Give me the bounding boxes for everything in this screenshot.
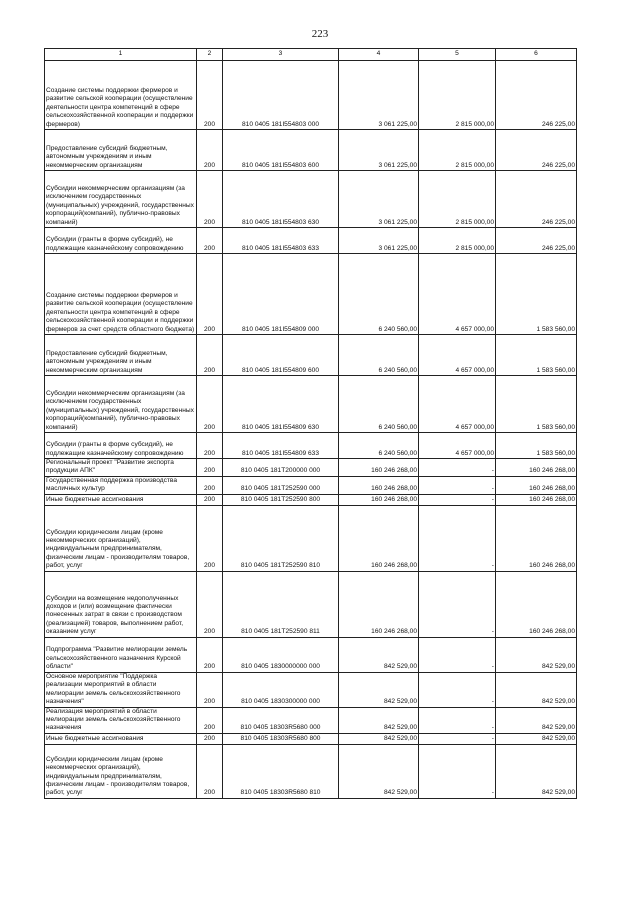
row-amount-total-cell: 6 240 560,00 [339, 254, 419, 335]
row-name-cell: Предоставление субсидий бюджетным, автономным учреждениям и иным некоммерческим организациям [45, 335, 197, 376]
row-amount-regional-cell: 160 246 268,00 [496, 459, 577, 477]
table-row [45, 672, 577, 707]
row-classification-code-cell: 810 0405 181I554809 633 [223, 433, 339, 459]
row-admin-code-cell: 200 [197, 505, 223, 571]
row-admin-code-cell: 200 [197, 637, 223, 672]
row-amount-total-cell: 160 246 268,00 [339, 571, 419, 637]
row-amount-regional-cell: 1 583 560,00 [496, 335, 577, 376]
row-amount-federal-cell: 4 657 000,00 [419, 376, 496, 433]
row-name-cell: Субсидии юридическим лицам (кроме некоммерческих организаций), индивидуальным предпринимателям, физическим лицам - производителям товаров, работ, услуг [45, 505, 197, 571]
row-classification-code-cell: 810 0405 18303R5680 000 [223, 707, 339, 733]
row-amount-total-cell: 3 061 225,00 [339, 130, 419, 171]
row-amount-total-cell: 160 246 268,00 [339, 494, 419, 505]
row-amount-federal-cell: - [419, 707, 496, 733]
table-body [45, 61, 577, 799]
row-name-cell: Иные бюджетные ассигнования [45, 494, 197, 505]
table-row [45, 335, 577, 376]
row-amount-federal-cell: 2 815 000,00 [419, 61, 496, 130]
row-classification-code-cell: 810 0405 181T200000 000 [223, 459, 339, 477]
row-admin-code-cell: 200 [197, 733, 223, 744]
row-amount-federal-cell: - [419, 744, 496, 798]
row-amount-regional-cell: 1 583 560,00 [496, 433, 577, 459]
page-number: 223 [311, 28, 329, 40]
table-row [45, 707, 577, 733]
row-classification-code-cell: 810 0405 181I554803 633 [223, 228, 339, 254]
row-amount-regional-cell: 160 246 268,00 [496, 476, 577, 494]
row-admin-code-cell: 200 [197, 61, 223, 130]
row-name-cell: Иные бюджетные ассигнования [45, 733, 197, 744]
row-amount-federal-cell: - [419, 637, 496, 672]
row-amount-total-cell: 3 061 225,00 [339, 228, 419, 254]
row-amount-regional-cell: 246 225,00 [496, 61, 577, 130]
row-amount-federal-cell: 4 657 000,00 [419, 335, 496, 376]
row-amount-total-cell: 842 529,00 [339, 733, 419, 744]
row-admin-code-cell: 200 [197, 171, 223, 228]
row-amount-federal-cell: 2 815 000,00 [419, 130, 496, 171]
row-name-cell: Субсидии (гранты в форме субсидий), не подлежащие казначейскому сопровождению [45, 228, 197, 254]
row-amount-federal-cell: - [419, 733, 496, 744]
table-row [45, 637, 577, 672]
row-amount-total-cell: 842 529,00 [339, 707, 419, 733]
row-classification-code-cell: 810 0405 18303R5680 810 [223, 744, 339, 798]
row-amount-total-cell: 842 529,00 [339, 672, 419, 707]
row-amount-regional-cell: 842 529,00 [496, 637, 577, 672]
table-row [45, 254, 577, 335]
row-amount-total-cell: 160 246 268,00 [339, 505, 419, 571]
row-amount-federal-cell: 4 657 000,00 [419, 433, 496, 459]
row-amount-total-cell: 6 240 560,00 [339, 433, 419, 459]
row-classification-code-cell: 810 0405 181I554803 600 [223, 130, 339, 171]
row-classification-code-cell: 810 0405 181I554809 630 [223, 376, 339, 433]
table-row [45, 459, 577, 477]
budget-table [44, 48, 577, 799]
row-amount-regional-cell: 246 225,00 [496, 171, 577, 228]
row-amount-regional-cell: 1 583 560,00 [496, 376, 577, 433]
table-row [45, 130, 577, 171]
row-amount-total-cell: 842 529,00 [339, 744, 419, 798]
row-amount-regional-cell: 246 225,00 [496, 130, 577, 171]
row-name-cell: Государственная поддержка производства масличных культур [45, 476, 197, 494]
row-amount-total-cell: 160 246 268,00 [339, 476, 419, 494]
row-admin-code-cell: 200 [197, 672, 223, 707]
row-classification-code-cell: 810 0405 181I554809 600 [223, 335, 339, 376]
row-classification-code-cell: 810 0405 1830000000 000 [223, 637, 339, 672]
row-classification-code-cell: 810 0405 181I554809 000 [223, 254, 339, 335]
row-classification-code-cell: 810 0405 181I554803 000 [223, 61, 339, 130]
row-admin-code-cell: 200 [197, 228, 223, 254]
table-row [45, 228, 577, 254]
row-amount-federal-cell: - [419, 505, 496, 571]
row-admin-code-cell: 200 [197, 376, 223, 433]
table-row [45, 744, 577, 798]
table-row [45, 171, 577, 228]
column-header: 3 [223, 49, 339, 61]
row-amount-total-cell: 3 061 225,00 [339, 61, 419, 130]
row-name-cell: Субсидии юридическим лицам (кроме некоммерческих организаций), индивидуальным предпринимателям, физическим лицам - производителям товаров, работ, услуг [45, 744, 197, 798]
row-admin-code-cell: 200 [197, 130, 223, 171]
column-header: 6 [496, 49, 577, 61]
row-amount-federal-cell: - [419, 672, 496, 707]
row-name-cell: Субсидии некоммерческим организациям (за исключением государственных (муниципальных) учреждений, государственных корпораций(компаний), публично-правовых компаний) [45, 171, 197, 228]
row-classification-code-cell: 810 0405 181T252590 810 [223, 505, 339, 571]
row-amount-regional-cell: 160 246 268,00 [496, 571, 577, 637]
table-row [45, 476, 577, 494]
row-amount-federal-cell: - [419, 476, 496, 494]
column-header: 1 [45, 49, 197, 61]
row-name-cell: Субсидии некоммерческим организациям (за исключением государственных (муниципальных) учреждений, государственных корпораций(компаний), публично-правовых компаний) [45, 376, 197, 433]
row-amount-total-cell: 6 240 560,00 [339, 335, 419, 376]
table-row [45, 733, 577, 744]
table-row [45, 61, 577, 130]
row-name-cell: Предоставление субсидий бюджетным, автономным учреждениям и иным некоммерческим организациям [45, 130, 197, 171]
row-classification-code-cell: 810 0405 18303R5680 800 [223, 733, 339, 744]
table-row [45, 494, 577, 505]
row-amount-total-cell: 6 240 560,00 [339, 376, 419, 433]
table-row [45, 571, 577, 637]
table-row [45, 505, 577, 571]
row-name-cell: Реализация мероприятий в области мелиорации земель сельскохозяйственного назначения [45, 707, 197, 733]
row-admin-code-cell: 200 [197, 744, 223, 798]
row-amount-federal-cell: 2 815 000,00 [419, 228, 496, 254]
row-name-cell: Создание системы поддержки фермеров и развитие сельской кооперации (осуществление деятельности центра компетенций в сфере сельскохозяйственной кооперации и поддержки фермеров) [45, 61, 197, 130]
row-amount-federal-cell: 4 657 000,00 [419, 254, 496, 335]
table-row [45, 376, 577, 433]
table-header-row [45, 49, 577, 61]
row-admin-code-cell: 200 [197, 335, 223, 376]
row-amount-regional-cell: 246 225,00 [496, 228, 577, 254]
column-header: 5 [419, 49, 496, 61]
row-name-cell: Подпрограмма "Развитие мелиорации земель сельскохозяйственного назначения Курской области" [45, 637, 197, 672]
row-amount-total-cell: 160 246 268,00 [339, 459, 419, 477]
row-amount-regional-cell: 160 246 268,00 [496, 505, 577, 571]
row-amount-total-cell: 842 529,00 [339, 637, 419, 672]
row-admin-code-cell: 200 [197, 571, 223, 637]
row-classification-code-cell: 810 0405 181T252590 811 [223, 571, 339, 637]
row-name-cell: Субсидии на возмещение недополученных доходов и (или) возмещение фактически понесенных затрат в связи с производством (реализацией) товаров, выполнением работ, оказанием услуг [45, 571, 197, 637]
row-amount-regional-cell: 842 529,00 [496, 733, 577, 744]
row-amount-total-cell: 3 061 225,00 [339, 171, 419, 228]
row-amount-federal-cell: - [419, 571, 496, 637]
row-admin-code-cell: 200 [197, 476, 223, 494]
row-classification-code-cell: 810 0405 181I554803 630 [223, 171, 339, 228]
row-admin-code-cell: 200 [197, 459, 223, 477]
row-admin-code-cell: 200 [197, 433, 223, 459]
row-admin-code-cell: 200 [197, 494, 223, 505]
row-amount-federal-cell: - [419, 494, 496, 505]
row-classification-code-cell: 810 0405 181T252590 800 [223, 494, 339, 505]
row-name-cell: Основное мероприятие "Поддержка реализации мероприятий в области мелиорации земель сельскохозяйственного назначения" [45, 672, 197, 707]
row-amount-federal-cell: - [419, 459, 496, 477]
row-amount-regional-cell: 842 529,00 [496, 744, 577, 798]
column-header: 4 [339, 49, 419, 61]
row-admin-code-cell: 200 [197, 707, 223, 733]
row-name-cell: Субсидии (гранты в форме субсидий), не подлежащие казначейскому сопровождению [45, 433, 197, 459]
row-amount-regional-cell: 842 529,00 [496, 707, 577, 733]
row-amount-federal-cell: 2 815 000,00 [419, 171, 496, 228]
row-classification-code-cell: 810 0405 1830300000 000 [223, 672, 339, 707]
row-amount-regional-cell: 842 529,00 [496, 672, 577, 707]
table-row [45, 433, 577, 459]
row-name-cell: Региональный проект "Развитие экспорта продукции АПК" [45, 459, 197, 477]
row-name-cell: Создание системы поддержки фермеров и развитие сельской кооперации (осуществление деятельности центра компетенций в сфере сельскохозяйственной кооперации и поддержки фермеров за счет средств областного бюджета) [45, 254, 197, 335]
row-admin-code-cell: 200 [197, 254, 223, 335]
row-classification-code-cell: 810 0405 181T252590 000 [223, 476, 339, 494]
row-amount-regional-cell: 1 583 560,00 [496, 254, 577, 335]
row-amount-regional-cell: 160 246 268,00 [496, 494, 577, 505]
column-header: 2 [197, 49, 223, 61]
